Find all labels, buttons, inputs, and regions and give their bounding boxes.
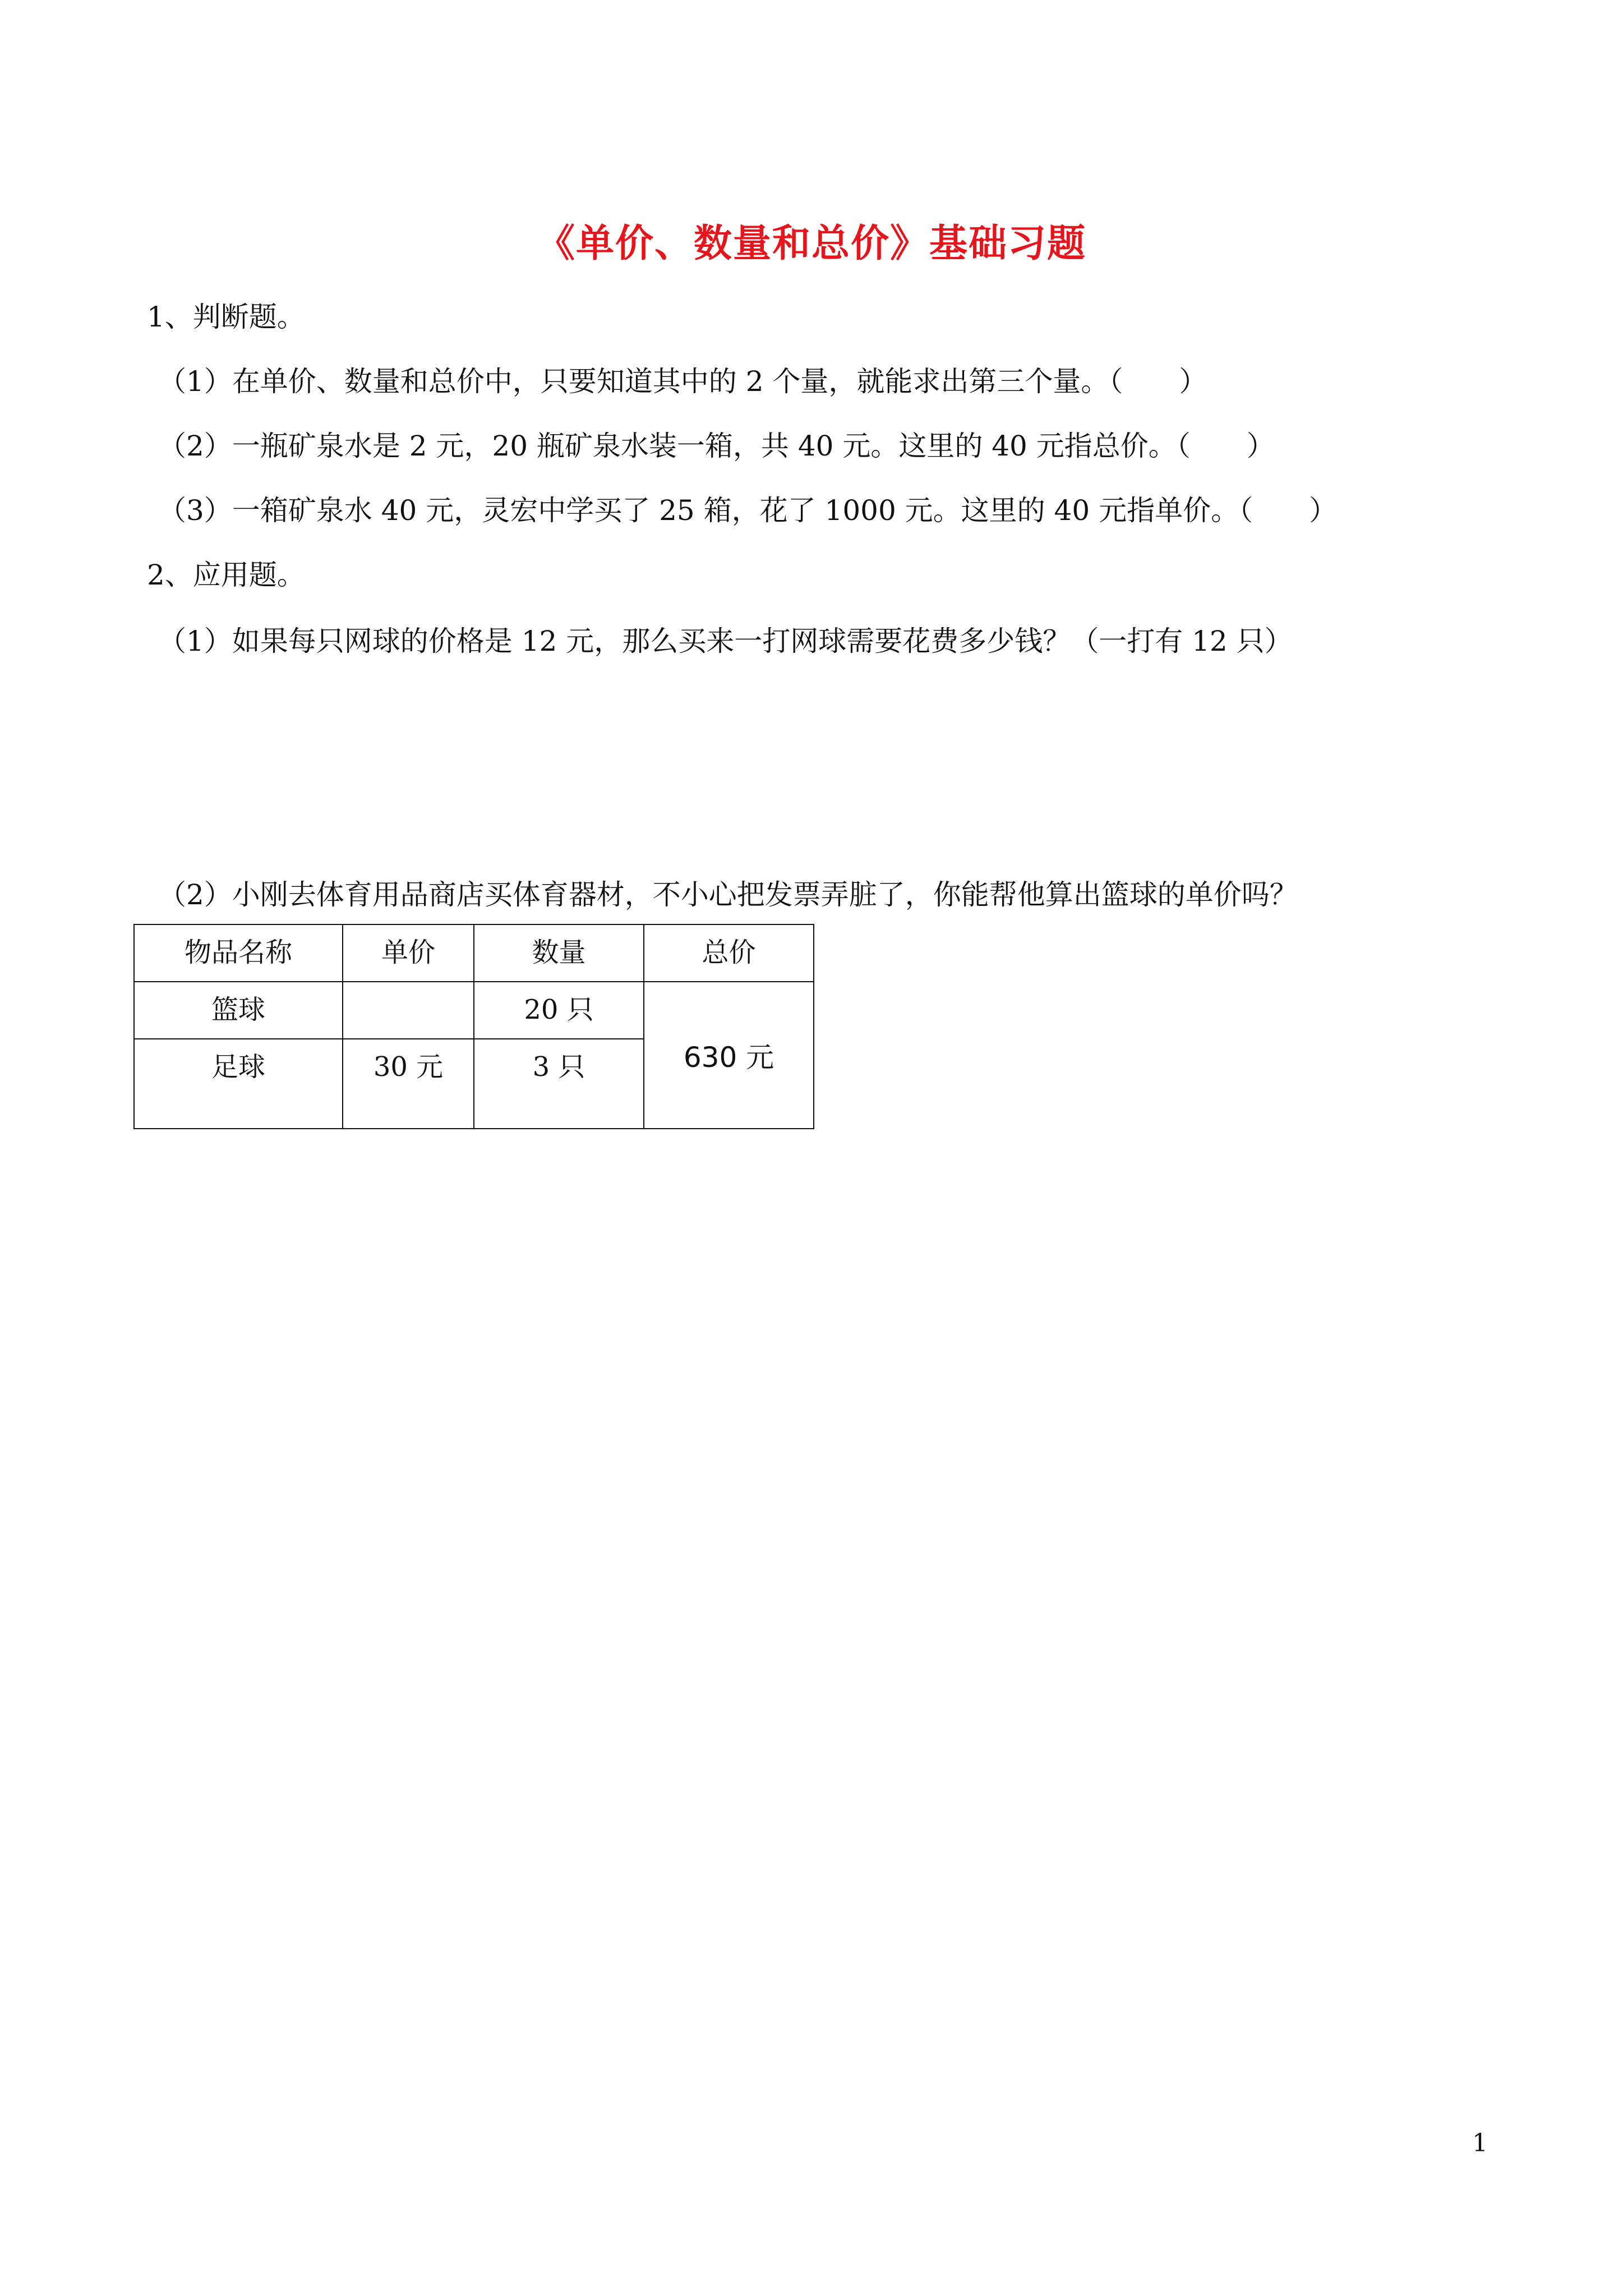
judgment-question-3: （3）一箱矿泉水 40 元，灵宏中学买了 25 箱，花了 1000 元。这里的 40 元指单价。（ ） xyxy=(158,494,1338,527)
header-item-name: 物品名称 xyxy=(134,924,343,982)
header-total-price: 总价 xyxy=(644,924,814,982)
page-number: 1 xyxy=(1472,2129,1488,2157)
row-basketball-unit-price xyxy=(343,982,474,1039)
row-football-quantity: 3 只 xyxy=(474,1039,644,1129)
application-question-1: （1）如果每只网球的价格是 12 元，那么买来一打网球需要花费多少钱？（一打有 12 只） xyxy=(158,625,1293,657)
section-heading-judgment: 1、判断题。 xyxy=(147,301,305,333)
row-football-unit-price: 30 元 xyxy=(343,1039,474,1129)
judgment-question-1: （1）在单价、数量和总价中，只要知道其中的 2 个量，就能求出第三个量。（ ） xyxy=(158,365,1207,398)
row-football-name: 足球 xyxy=(134,1039,343,1129)
row-basketball-name: 篮球 xyxy=(134,982,343,1039)
invoice-table xyxy=(133,924,814,1129)
total-price-cell: 630 元 xyxy=(644,982,814,1129)
header-unit-price: 单价 xyxy=(343,924,474,982)
table-header-row xyxy=(134,924,814,982)
row-basketball-quantity: 20 只 xyxy=(474,982,644,1039)
document-title: 《单价、数量和总价》基础习题 xyxy=(536,221,1086,266)
table-row xyxy=(134,982,814,1039)
judgment-question-2: （2）一瓶矿泉水是 2 元，20 瓶矿泉水装一箱，共 40 元。这里的 40 元指总价。（ ） xyxy=(158,430,1275,462)
section-heading-application: 2、应用题。 xyxy=(147,559,305,591)
application-question-2: （2）小刚去体育用品商店买体育器材，不小心把发票弄脏了，你能帮他算出篮球的单价吗？ xyxy=(158,878,1298,911)
header-quantity: 数量 xyxy=(474,924,644,982)
